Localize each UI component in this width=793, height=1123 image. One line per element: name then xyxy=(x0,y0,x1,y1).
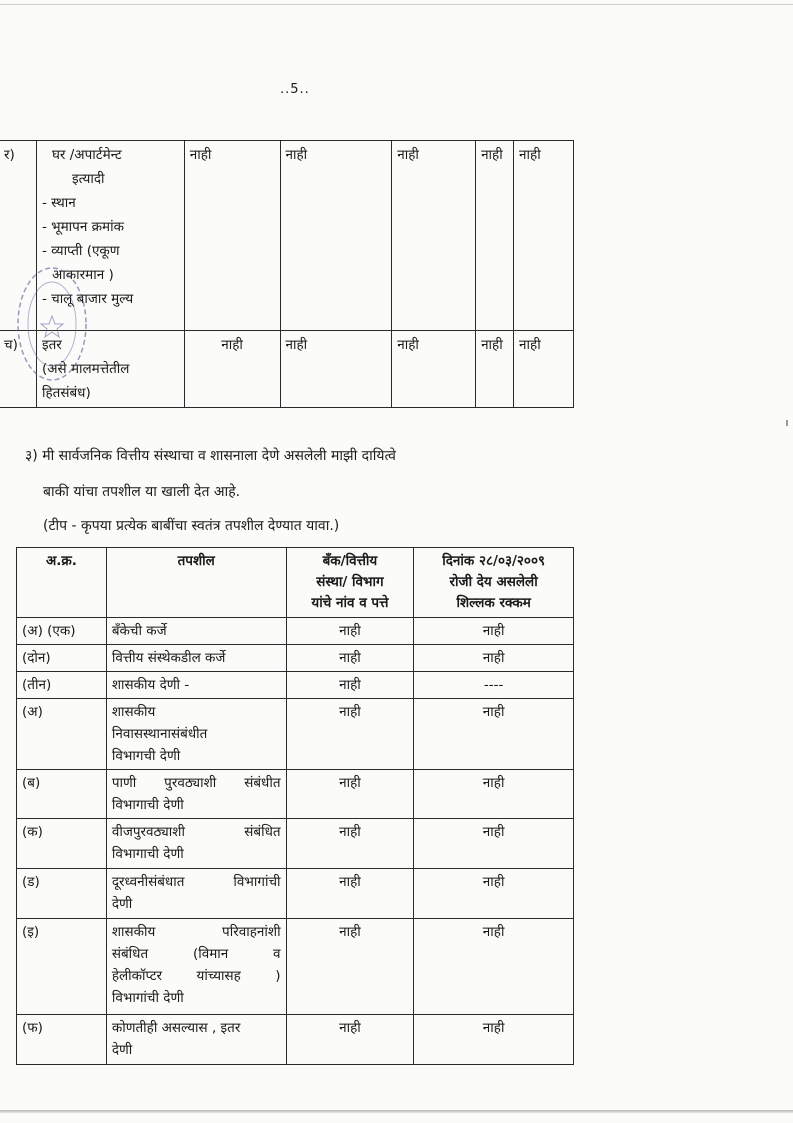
cell-bank: नाही xyxy=(286,699,414,770)
cell-amount: ---- xyxy=(414,672,574,699)
cell-amount: नाही xyxy=(414,919,574,1015)
detail-line: - चालू बाजार मुल्य xyxy=(41,291,134,307)
detail-line: विभागांची देणी xyxy=(111,990,184,1006)
row-serial: (ब) xyxy=(17,770,107,819)
detail-line: संबंधित (विमान व xyxy=(111,946,281,962)
row-serial: (ड) xyxy=(17,869,107,919)
detail-line: देणी xyxy=(111,896,133,912)
cell-value: नाही xyxy=(184,141,280,331)
cell-amount: नाही xyxy=(414,645,574,672)
cell-amount: नाही xyxy=(414,699,574,770)
header-line: बँक/वित्तीय xyxy=(322,553,378,569)
cell-bank: नाही xyxy=(286,919,414,1015)
cell-value: नाही xyxy=(514,331,574,408)
row-details xyxy=(36,141,184,331)
detail-line: देणी xyxy=(111,1042,133,1058)
table-row xyxy=(17,645,574,672)
section3-line1: ३) मी सार्वजनिक वित्तीय संस्थाचा व शासनाला देणे असलेली माझी दायित्वे xyxy=(25,448,396,464)
row-details xyxy=(106,819,286,869)
cell-value: नाही xyxy=(476,331,514,408)
cell-amount: नाही xyxy=(414,1015,574,1065)
table-row xyxy=(17,919,574,1015)
row-serial: र) xyxy=(0,141,36,331)
cell-value: नाही xyxy=(514,141,574,331)
row-details xyxy=(106,1015,286,1065)
table-row xyxy=(17,672,574,699)
cell-value: नाही xyxy=(392,141,476,331)
row-details xyxy=(106,919,286,1015)
table-header-row xyxy=(17,548,574,618)
cell-bank: नाही xyxy=(286,618,414,645)
cell-value: नाही xyxy=(280,331,392,408)
section3-note: (टीप - कृपया प्रत्येक बाबींचा स्वतंत्र तपशील देण्यात यावा.) xyxy=(43,518,340,534)
row-details: शासकीय देणी - xyxy=(106,672,286,699)
cell-value: नाही xyxy=(280,141,392,331)
row-serial: (अ) (एक) xyxy=(17,618,107,645)
cell-value: नाही xyxy=(184,331,280,408)
row-serial: (अ) xyxy=(17,699,107,770)
scan-edge-bottom xyxy=(0,1110,793,1113)
cell-bank: नाही xyxy=(286,645,414,672)
row-details: वित्तीय संस्थेकडील कर्जे xyxy=(106,645,286,672)
detail-line: घर /अपार्टमेन्ट xyxy=(51,147,122,163)
row-details xyxy=(106,770,286,819)
assets-table xyxy=(0,140,574,408)
cell-bank: नाही xyxy=(286,819,414,869)
cell-bank: नाही xyxy=(286,672,414,699)
row-serial: च) xyxy=(0,331,36,408)
header-line: शिल्लक रक्कम xyxy=(456,595,531,611)
cell-bank: नाही xyxy=(286,1015,414,1065)
page-number: ..5.. xyxy=(280,82,310,97)
header-line: रोजी देय असलेली xyxy=(449,574,538,590)
table-row xyxy=(17,699,574,770)
cell-amount: नाही xyxy=(414,618,574,645)
detail-line: हितसंबंध) xyxy=(41,385,91,401)
detail-line: - स्थान xyxy=(41,195,76,211)
row-serial: (इ) xyxy=(17,919,107,1015)
cell-amount: नाही xyxy=(414,819,574,869)
header-line: संस्था/ विभाग xyxy=(316,574,384,590)
table-row xyxy=(0,141,574,331)
cell-value: नाही xyxy=(392,331,476,408)
header-details: तपशील xyxy=(106,548,286,618)
detail-line: विभागची देणी xyxy=(111,748,181,764)
detail-line: विभागाची देणी xyxy=(111,846,184,862)
row-details xyxy=(36,331,184,408)
row-serial: (तीन) xyxy=(17,672,107,699)
detail-line: शासकीय परिवाहनांशी xyxy=(111,924,281,940)
detail-line: इतर xyxy=(41,337,62,353)
header-serial: अ.क्र. xyxy=(17,548,107,618)
detail-line: इत्यादी xyxy=(71,171,105,187)
header-line: दिनांक २८/०३/२००९ xyxy=(442,553,545,569)
row-details xyxy=(106,699,286,770)
table-row xyxy=(17,770,574,819)
table-row xyxy=(0,331,574,408)
header-bank xyxy=(286,548,414,618)
row-serial: (दोन) xyxy=(17,645,107,672)
cell-bank: नाही xyxy=(286,869,414,919)
detail-line: पाणी पुरवठ्याशी संबंधीत xyxy=(111,775,281,791)
row-details xyxy=(106,869,286,919)
cell-amount: नाही xyxy=(414,869,574,919)
scan-edge-top xyxy=(0,4,793,5)
scan-speck xyxy=(786,420,788,426)
detail-line: हेलीकॉप्टर यांच्यासह ) xyxy=(111,968,281,984)
row-serial: (क) xyxy=(17,819,107,869)
detail-line: शासकीय xyxy=(111,704,156,720)
detail-line: कोणतीही असल्यास , इतर xyxy=(111,1020,241,1036)
detail-line: विभागाची देणी xyxy=(111,797,184,813)
detail-line: वीजपुरवठ्याशी संबंधित xyxy=(111,824,281,840)
cell-amount: नाही xyxy=(414,770,574,819)
row-details: बँकेची कर्जे xyxy=(106,618,286,645)
detail-line: (असे मालमत्तेतील xyxy=(41,361,130,377)
table-row xyxy=(17,819,574,869)
detail-line: आकारमान ) xyxy=(51,267,114,283)
table-row xyxy=(17,869,574,919)
cell-bank: नाही xyxy=(286,770,414,819)
header-amount xyxy=(414,548,574,618)
table-row xyxy=(17,618,574,645)
detail-line: दूरध्वनीसंबंधात विभागांची xyxy=(111,874,281,890)
detail-line: निवासस्थानासंबंधीत xyxy=(111,726,208,742)
detail-line: - व्याप्ती (एकूण xyxy=(41,243,120,259)
row-serial: (फ) xyxy=(17,1015,107,1065)
table-row xyxy=(17,1015,574,1065)
cell-value: नाही xyxy=(476,141,514,331)
detail-line: - भूमापन क्रमांक xyxy=(41,219,124,235)
header-line: यांचे नांव व पत्ते xyxy=(311,595,389,611)
liabilities-table xyxy=(16,547,574,1065)
section3-line2: बाकी यांचा तपशील या खाली देत आहे. xyxy=(43,484,241,500)
